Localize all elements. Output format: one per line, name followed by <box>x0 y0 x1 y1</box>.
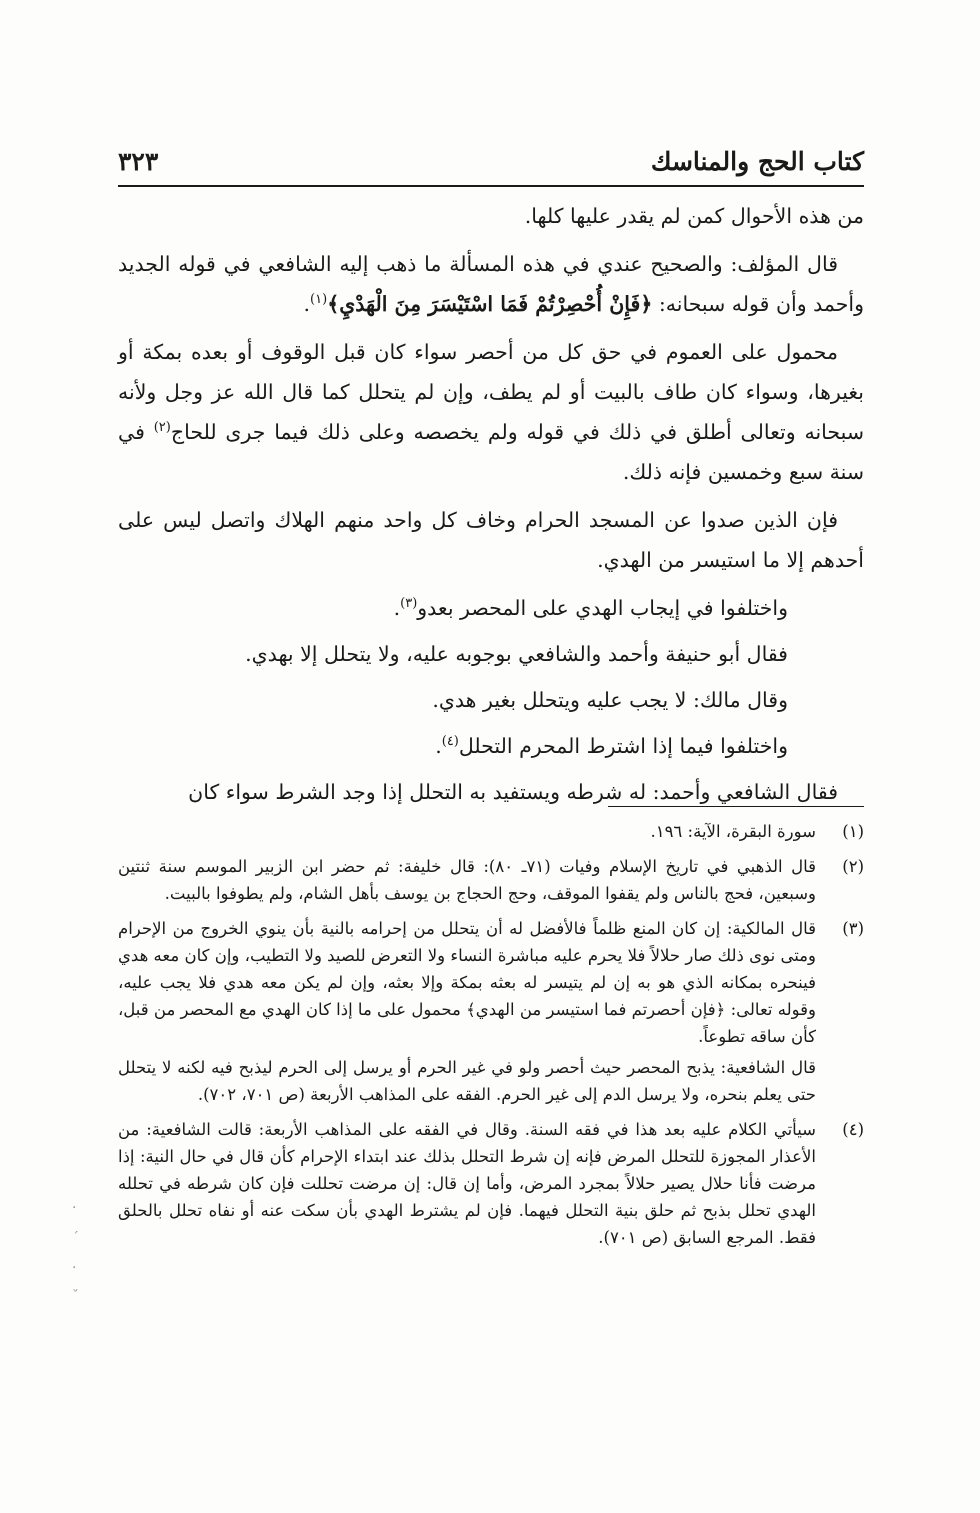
footnote-3-text-maliki: قال المالكية: إن كان المنع ظلماً فالأفضل له أن يتحلل من إحرامه بالنية بأن ينوي الخروج من الإحرام ومتى نوى ذلك صار حلالاً فلا يحرم عليه مباشرة النساء ولا التعرض للصيد ولا التطيب، وإن كان معه هدي فينحره بمكانه الذي هو به إن لم يتيسر له بعثه بمكة وإلا بعثه، وإن لم يكن معه هدي فلا يجب عليه، وقوله تعالى: ﴿فإن أحصرتم فما استيسر من الهدي﴾ محمول على ما إذا كان الهدي مع المحصر من قبل، كأن ساقه تطوعاً. <box>117 919 816 1046</box>
footnote-2-number: (٢) <box>842 857 864 876</box>
margin-scan-marks <box>62 1200 102 1310</box>
footnote-separator <box>608 806 864 807</box>
paragraph-2 <box>118 244 864 324</box>
footnotes <box>118 818 864 1259</box>
footnote-1-text: سورة البقرة، الآية: ١٩٦. <box>650 822 816 841</box>
footnote-4-number: (٤) <box>842 1120 864 1139</box>
paragraph-8-text: واختلفوا فيما إذا اشترط المحرم التحلل <box>458 734 788 758</box>
paragraph-6: فقال أبو حنيفة وأحمد والشافعي بوجوبه عليه، ولا يتحلل إلا بهدي. <box>245 642 788 666</box>
footnote-ref-1[interactable]: (١) <box>310 292 328 308</box>
running-title: كتاب الحج والمناسك <box>650 147 864 176</box>
page-number: ٣٢٣ <box>118 147 159 176</box>
paragraph-1: من هذه الأحوال كمن لم يقدر عليها كلها. <box>524 204 864 228</box>
main-text <box>118 196 864 820</box>
paragraph-5 <box>118 588 864 628</box>
scan-mark: · <box>72 1200 77 1216</box>
footnote-1-number: (١) <box>842 822 864 841</box>
paragraph-5-text: واختلفوا في إيجاب الهدي على المحصر بعدو <box>417 596 788 620</box>
paragraph-3-end: في سنة سبع وخمسين فإنه ذلك. <box>118 420 864 484</box>
footnote-3-text-shafii: قال الشافعية: يذبح المحصر حيث أحصر ولو في غير الحرم أو يرسل إلى الحرم ليذبح فيه لكنه لا يتحلل حتى يعلم بنحره، ولا يرسل الدم إلى غير الحرم. الفقه على المذاهب الأربعة (ص ٧٠١، ٧٠٢). <box>118 1058 816 1104</box>
paragraph-3 <box>118 332 864 492</box>
paragraph-7: وقال مالك: لا يجب عليه ويتحلل بغير هدي. <box>432 688 788 712</box>
footnote-4-text: سيأتي الكلام عليه بعد هذا في فقه السنة. وقال في الفقه على المذاهب الأربعة: قالت الشافعية: من الأعذار المجوزة للتحلل المرض فإنه إن شرط التحلل بذلك عند ابتداء الإحرام كأن قال في حال النية: إذا مرضت فأنا حلال يصير حلالاً بمجرد المرض، وأما إن قال: إن مرضت تحللت فإن كان شرطه في تحلله الهدي تحلل بذبح ثم حلق بنية التحلل فيهما. فإن لم يشترط الهدي بأن سكت عنه أو نفاه تحلل بالحلق فقط. المرجع السابق (ص ٧٠١). <box>118 1120 816 1247</box>
paragraph-2-end: . <box>303 292 311 316</box>
footnote-1 <box>118 818 864 845</box>
footnote-2 <box>118 853 864 907</box>
footnote-ref-4[interactable]: (٤) <box>441 734 459 750</box>
paragraph-8-end: . <box>435 734 442 758</box>
paragraph-2-text: قال المؤلف: والصحيح عندي في هذه المسألة ما ذهب إليه الشافعي في قوله الجديد وأحمد وأن قوله سبحانه: <box>118 252 864 316</box>
scan-mark: ˇ <box>72 1288 79 1304</box>
page-header <box>118 145 864 187</box>
paragraph-5-end: . <box>393 596 401 620</box>
paragraph-8 <box>118 726 864 766</box>
paragraph-9: فقال الشافعي وأحمد: له شرطه ويستفيد به التحلل إذا وجد الشرط سواء كان <box>188 780 838 804</box>
paragraph-4: فإن الذين صدوا عن المسجد الحرام وخاف كل واحد منهم الهلاك واتصل ليس على أحدهم إلا ما استيسر من الهدي. <box>118 508 864 572</box>
footnote-3 <box>118 915 864 1108</box>
footnote-2-text: قال الذهبي في تاريخ الإسلام وفيات (٧١ـ ٨٠): قال خليفة: ثم حضر ابن الزبير الموسم سنة ثنتين وسبعين، فحج بالناس ولم يقفوا الموقف، وحج الحجاج بن يوسف بأهل الشام، ولم يطوفوا بالبيت. <box>118 857 817 903</box>
footnote-3-number: (٣) <box>842 919 864 938</box>
quran-verse: ﴿فَإِنْ أُحْصِرْتُمْ فَمَا اسْتَيْسَرَ مِنَ الْهَدْيِ﴾ <box>327 292 653 316</box>
footnote-ref-3[interactable]: (٣) <box>400 596 418 612</box>
footnote-4 <box>118 1116 864 1251</box>
footnote-ref-2[interactable]: (٢) <box>153 420 171 436</box>
paragraph-3-text: محمول على العموم في حق كل من أحصر سواء كان قبل الوقوف أو بعده بمكة أو بغيرها، وسواء كان طاف بالبيت أو لم يطف، وإن لم يتحلل كما قال الله عز وجل ولأنه سبحانه وتعالى أطلق في ذلك في قوله ولم يخصصه وعلى ذلك فيما جرى للحاج <box>118 340 864 444</box>
scan-mark: · <box>72 1260 77 1276</box>
scan-mark: ˊ <box>72 1230 79 1246</box>
